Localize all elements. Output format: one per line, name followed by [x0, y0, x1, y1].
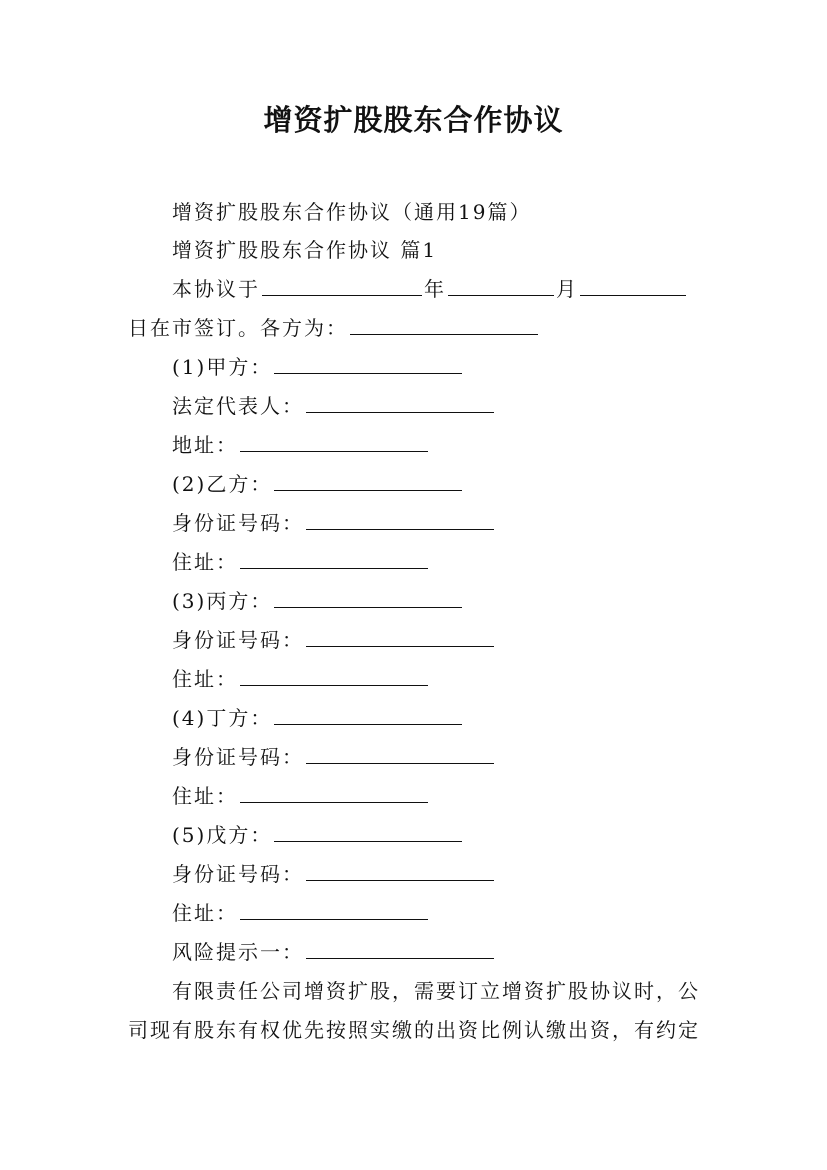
party2-blank [274, 470, 462, 491]
residence5-line [172, 899, 430, 927]
id4-label: 身份证号码： [172, 745, 304, 769]
party1-label: (1)甲方： [172, 355, 273, 379]
legal-rep-blank [306, 392, 494, 413]
id3-line [172, 626, 496, 654]
document-title: 增资扩股股东合作协议 [263, 103, 564, 137]
date-line-continued [128, 314, 540, 342]
party3-line [172, 587, 464, 615]
id2-blank [306, 509, 494, 530]
address1-blank [240, 431, 428, 452]
party2-line [172, 470, 464, 498]
day-suffix: 日在市签订。各方为： [128, 316, 348, 340]
id2-line [172, 509, 496, 537]
party5-line [172, 821, 464, 849]
residence3-blank [240, 665, 428, 686]
id4-line [172, 743, 496, 771]
document-subtitle: 增资扩股股东合作协议（通用19篇） [172, 200, 532, 224]
residence2-blank [240, 548, 428, 569]
id2-label: 身份证号码： [172, 511, 304, 535]
id5-blank [306, 860, 494, 881]
party1-line [172, 353, 464, 381]
risk-line [172, 938, 496, 966]
party5-blank [274, 821, 462, 842]
paragraph-line-2: 司现有股东有权优先按照实缴的出资比例认缴出资，有约定 [128, 1018, 700, 1042]
residence4-line [172, 782, 430, 810]
residence2-label: 住址： [172, 550, 238, 574]
party3-label: (3)丙方： [172, 589, 273, 613]
signing-parties-blank [350, 314, 538, 335]
party4-line [172, 704, 464, 732]
id3-blank [306, 626, 494, 647]
address1-line [172, 431, 430, 459]
residence2-line [172, 548, 430, 576]
residence5-blank [240, 899, 428, 920]
party3-blank [274, 587, 462, 608]
risk-label: 风险提示一： [172, 940, 304, 964]
date-line [172, 275, 688, 303]
id5-label: 身份证号码： [172, 862, 304, 886]
date-prefix: 本协议于 [172, 277, 260, 301]
residence3-line [172, 665, 430, 693]
year-label: 年 [424, 277, 446, 301]
party5-label: (5)戊方： [172, 823, 273, 847]
residence3-label: 住址： [172, 667, 238, 691]
month-blank [448, 275, 554, 296]
section-heading: 增资扩股股东合作协议 篇1 [172, 238, 438, 262]
party4-blank [274, 704, 462, 725]
paragraph-line-1: 有限责任公司增资扩股，需要订立增资扩股协议时，公 [172, 979, 700, 1003]
residence5-label: 住址： [172, 901, 238, 925]
id5-line [172, 860, 496, 888]
party4-label: (4)丁方： [172, 706, 273, 730]
day-blank [580, 275, 686, 296]
id4-blank [306, 743, 494, 764]
month-label: 月 [556, 277, 578, 301]
address1-label: 地址： [172, 433, 238, 457]
legal-rep-line [172, 392, 496, 420]
residence4-blank [240, 782, 428, 803]
risk-blank [306, 938, 494, 959]
id3-label: 身份证号码： [172, 628, 304, 652]
legal-rep-label: 法定代表人： [172, 394, 304, 418]
party2-label: (2)乙方： [172, 472, 273, 496]
residence4-label: 住址： [172, 784, 238, 808]
party1-blank [274, 353, 462, 374]
year-blank [262, 275, 422, 296]
